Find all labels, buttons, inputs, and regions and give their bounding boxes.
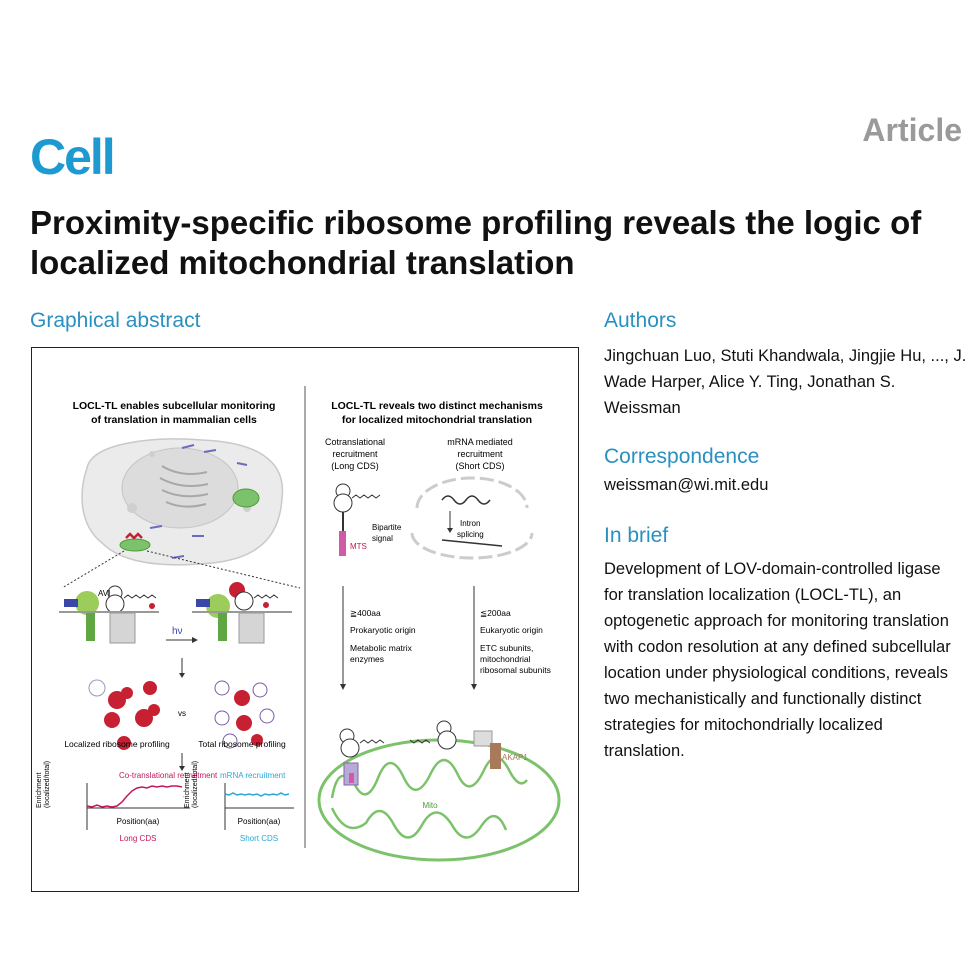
in-brief-heading: In brief	[604, 524, 669, 547]
paper-title: Proximity-specific ribosome profiling reveals the logic of localized mitochondrial translation	[30, 204, 922, 281]
metabolic-label-1: Metabolic matrix	[350, 643, 412, 653]
cell-illustration	[82, 439, 282, 565]
journal-logo: Cell	[30, 129, 114, 185]
cot-label-2: recruitment	[332, 449, 378, 459]
right-title-line1: LOCL-TL reveals two distinct mechanisms	[331, 400, 543, 412]
metabolic-label-2: enzymes	[350, 654, 385, 664]
etc-label-1: ETC subunits,	[480, 643, 534, 653]
etc-label-3: ribosomal subunits	[480, 665, 551, 675]
mito-label: Mito	[422, 801, 438, 810]
authors-heading: Authors	[604, 309, 677, 332]
intron-label-1: Intron	[460, 519, 481, 528]
len400-label: ≧400aa	[350, 608, 381, 618]
localized-profiling-label: Localized ribosome profiling	[64, 739, 170, 749]
vs-label: vs	[178, 709, 186, 718]
len200-label: ≦200aa	[480, 608, 511, 618]
enrichment-label-2: Enrichment	[184, 772, 191, 808]
in-brief-text: Development of LOV-domain-controlled ligase for translation localization (LOCL-TL), an optogenetic approach for monitoring translation with codon resolution at any defined subcellular location under physiological conditions, reveals two mechanistically and functionally distinct strategies for mitochondrially localized translation.	[604, 560, 951, 760]
enrichment-label-1: Enrichment	[36, 772, 43, 808]
cot-label-1: Cotranslational	[324, 437, 386, 447]
position-label-2: Position(aa)	[237, 817, 281, 826]
graphical-abstract-figure	[31, 347, 579, 892]
mitochondrion-illustration	[319, 721, 559, 860]
eukaryotic-label: Eukaryotic origin	[480, 625, 543, 635]
enrichment-sub-2: (localized/total)	[192, 760, 199, 808]
enrichment-sub-1: (localized/total)	[44, 760, 51, 808]
mts-label: MTS	[350, 542, 367, 551]
right-title-line2: for localized mitochondrial translation	[341, 414, 533, 426]
mm-label-3: (Short CDS)	[455, 461, 505, 471]
mrna-recruit-label: mRNA recruitment	[220, 771, 286, 780]
short-cds-label: Short CDS	[239, 834, 279, 843]
correspondence-heading: Correspondence	[604, 445, 760, 468]
cot-label-3: (Long CDS)	[331, 461, 379, 471]
left-title-line1: LOCL-TL enables subcellular monitoring	[72, 400, 276, 412]
cotrans-recruit-label: Co-translational recruitment	[119, 771, 218, 780]
article-type-label: Article	[862, 112, 962, 148]
akap1-label: AKAP1	[502, 753, 528, 762]
etc-label-2: mitochondrial	[480, 654, 531, 664]
avi-tag: AVI	[98, 589, 111, 598]
prokaryotic-label: Prokaryotic origin	[350, 625, 416, 635]
correspondence-email[interactable]: weissman@wi.mit.edu	[604, 476, 769, 494]
mm-label-1: mRNA mediated	[447, 437, 513, 447]
mm-label-2: recruitment	[457, 449, 503, 459]
total-ribosomes	[215, 681, 274, 748]
authors-list: Jingchuan Luo, Stuti Khandwala, Jingjie Hu, ..., J. Wade Harper, Alice Y. Ting, Jonathan S. Weissman	[604, 347, 967, 417]
left-title-line2: of translation in mammalian cells	[91, 414, 257, 426]
long-cds-label: Long CDS	[119, 834, 157, 843]
mrna-mediated-sketch	[412, 478, 532, 558]
bipartite-label-1: Bipartite	[372, 523, 402, 532]
total-profiling-label: Total ribosome profiling	[198, 739, 286, 749]
locl-tl-mechanism	[59, 582, 292, 643]
bipartite-label-2: signal	[372, 534, 393, 543]
hv-label: hν	[172, 626, 183, 637]
position-label-1: Position(aa)	[116, 817, 160, 826]
graphical-abstract-diagram	[32, 348, 580, 893]
graphical-abstract-heading: Graphical abstract	[30, 309, 201, 332]
intron-label-2: splicing	[457, 530, 484, 539]
